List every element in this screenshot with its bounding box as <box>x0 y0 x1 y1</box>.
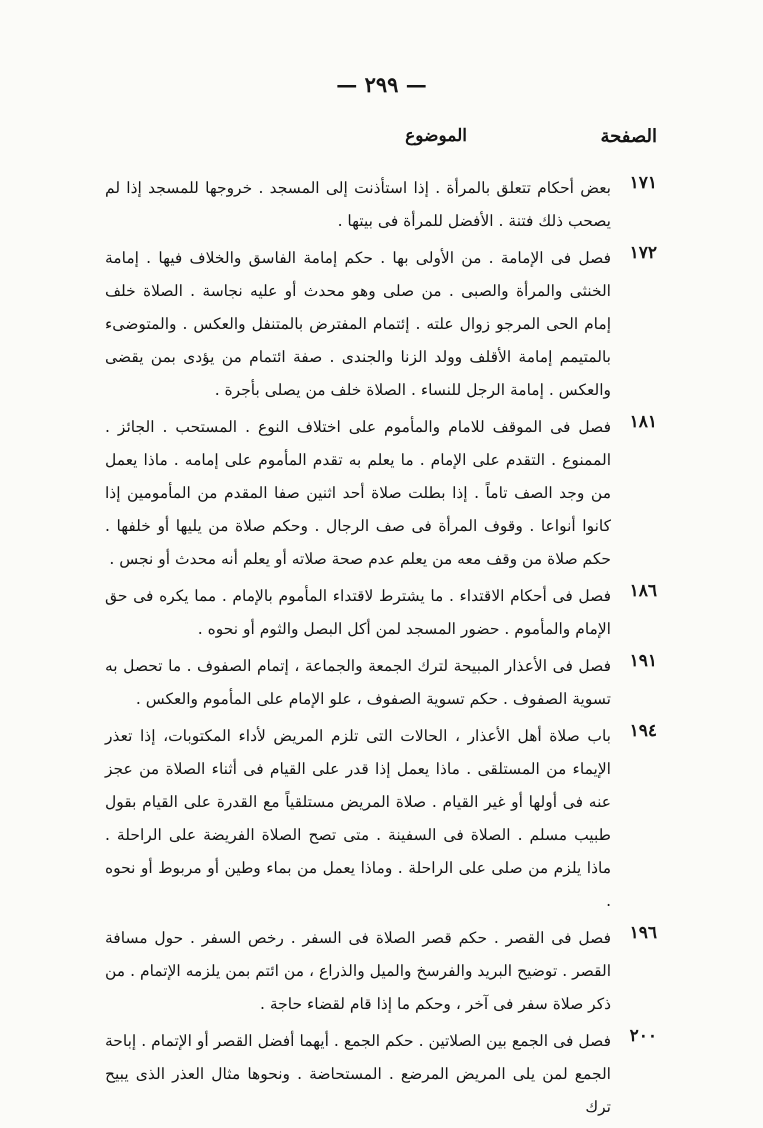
entry-page-number: ١٨٦ <box>629 581 657 601</box>
index-entry <box>105 720 657 918</box>
index-entry <box>105 1025 657 1124</box>
entry-text: فصل فى القصر . حكم قصر الصلاة فى السفر . رخص السفر . حول مسافة القصر . توضيح البريد والفرسخ والميل والذراع ، من ائتم بمن يلزمه الإتمام . من ذكر صلاة سفر فى آخر ، وحكم ما إذا قام لقضاء حاجة . <box>105 929 611 1013</box>
topic-column-heading: الموضوع <box>405 126 467 146</box>
index-entry <box>105 650 657 716</box>
entry-page-number: ١٨١ <box>629 412 657 432</box>
entry-text: بعض أحكام تتعلق بالمرأة . إذا استأذنت إلى المسجد . خروجها للمسجد إذا لم يصحب ذلك فتنة . الأفضل للمرأة فى بيتها . <box>105 179 611 230</box>
entry-page-number: ١٩١ <box>629 651 657 671</box>
page-column-heading: الصفحة <box>600 126 657 147</box>
index-entries <box>105 172 657 1128</box>
index-entry <box>105 580 657 646</box>
index-entry <box>105 242 657 407</box>
page-number: — ٢٩٩ — <box>336 72 427 97</box>
entry-page-number: ٢٠٠ <box>629 1026 657 1046</box>
entry-text: فصل فى الجمع بين الصلاتين . حكم الجمع . أيهما أفضل القصر أو الإتمام . إباحة الجمع لمن يلى المريض المرضع . المستحاضة . ونحوها مثال العذر الذى يبيح ترك <box>105 1032 611 1116</box>
entry-text: فصل فى الإمامة . من الأولى بها . حكم إمامة الفاسق والخلاف فيها . إمامة الخنثى والمرأة والصبى . من صلى وهو محدث أو عليه نجاسة . الصلاة خلف إمام الحى المرجو زوال علته . إئتمام المفترض بالمتنفل والعكس . والمتوضىء بالمتيمم إمامة الأقلف وولد الزنا والجندى . صفة ائتمام من يؤدى بمن يقضى والعكس . إمامة الرجل للنساء . الصلاة خلف من يصلى بأجرة . <box>105 249 611 399</box>
index-entry <box>105 922 657 1021</box>
entry-text: فصل فى أحكام الاقتداء . ما يشترط لاقتداء المأموم بالإمام . مما يكره فى حق الإمام والمأموم . حضور المسجد لمن أكل البصل والثوم أو نحوه . <box>105 587 611 638</box>
index-header <box>105 126 657 156</box>
entry-page-number: ١٧١ <box>629 173 657 193</box>
entry-page-number: ١٧٢ <box>629 243 657 263</box>
index-entry <box>105 172 657 238</box>
entry-text: فصل فى الأعذار المبيحة لترك الجمعة والجماعة ، إتمام الصفوف . ما تحصل به تسوية الصفوف . حكم تسوية الصفوف ، علو الإمام على المأموم والعكس . <box>105 657 611 708</box>
entry-text: باب صلاة أهل الأعذار ، الحالات التى تلزم المريض لأداء المكتوبات، إذا تعذر الإيماء من المستلقى . ماذا يعمل إذا قدر على القيام فى أثناء الصلاة من عجز عنه فى أولها أو غير القيام . صلاة المريض مستلقياً مع القدرة على القيام بقول طبيب مسلم . الصلاة فى السفينة . متى تصح الصلاة الفريضة على الراحلة . ماذا يلزم من صلى على الراحلة . وماذا يعمل من بماء وطين أو مربوط أو نحوه . <box>105 727 611 910</box>
entry-text: فصل فى الموقف للامام والمأموم على اختلاف النوع . المستحب . الجائز . الممنوع . التقدم على الإمام . ما يعلم به تقدم المأموم على إمامه . ماذا يعمل من وجد الصف تاماً . إذا بطلت صلاة أحد اثنين صفا المقدم من المأمومين إذا كانوا أنواعا . وقوف المرأة فى صف الرجال . وحكم صلاة من يليها أو خلفها . حكم صلاة من وقف معه من يعلم عدم صحة صلاته أو يعلم أنه محدث أو نجس . <box>105 418 611 568</box>
index-entry <box>105 411 657 576</box>
entry-page-number: ١٩٦ <box>629 923 657 943</box>
entry-page-number: ١٩٤ <box>629 721 657 741</box>
